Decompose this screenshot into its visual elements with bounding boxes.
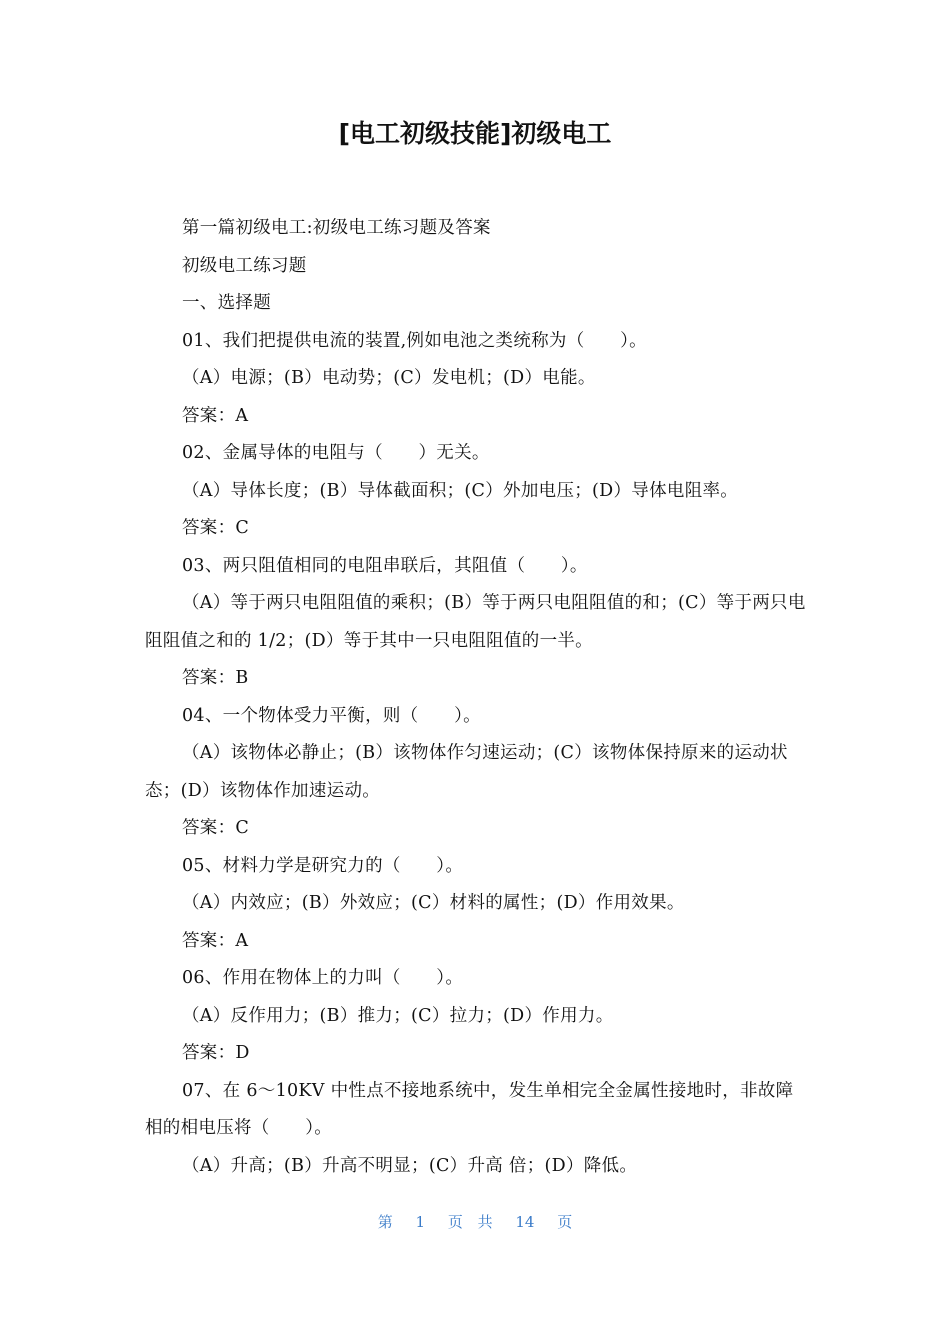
answer-01: 答案：A xyxy=(182,405,249,426)
question-01: 01、我们把提供电流的装置,例如电池之类统称为（ ）。 xyxy=(182,330,647,351)
footer-total-pages: 14 xyxy=(515,1213,535,1231)
question-02: 02、金属导体的电阻与（ ）无关。 xyxy=(182,443,490,463)
question-04: 04、一个物体受力平衡，则（ ）。 xyxy=(182,705,481,726)
options-07: （A）升高；(B）升高不明显；(C）升高 倍；(D）降低。 xyxy=(182,1155,638,1176)
footer-prefix: 第 xyxy=(377,1213,393,1231)
options-06: （A）反作用力；(B）推力；(C）拉力；(D）作用力。 xyxy=(182,1005,614,1026)
page-footer xyxy=(0,1210,950,1234)
answer-05: 答案：A xyxy=(182,930,249,951)
footer-page-number: 1 xyxy=(415,1213,426,1231)
options-02: （A）导体长度；(B）导体截面积；(C）外加电压；(D）导体电阻率。 xyxy=(182,480,739,501)
answer-02: 答案：C xyxy=(182,518,250,538)
options-01: （A）电源；(B）电动势；(C）发电机；(D）电能。 xyxy=(182,368,596,388)
question-05: 05、材料力学是研究力的（ ）。 xyxy=(182,855,464,876)
options-03: （A）等于两只电阻阻值的乘积；(B）等于两只电阻阻值的和；(C）等于两只电阻阻值之和的 1/2；(D）等于其中一只电阻阻值的一半。 xyxy=(145,593,806,651)
footer-middle: 页 共 xyxy=(447,1213,493,1231)
question-03: 03、两只阻值相同的电阻串联后，其阻值（ ）。 xyxy=(182,555,588,576)
footer-suffix: 页 xyxy=(557,1213,573,1231)
answer-03: 答案：B xyxy=(182,668,249,688)
document-body xyxy=(145,210,807,1185)
question-07: 07、在 6～10KV 中性点不接地系统中，发生单相完全金属性接地时，非故障相的相电压将（ ）。 xyxy=(145,1080,794,1138)
options-05: （A）内效应；(B）外效应；(C）材料的属性；(D）作用效果。 xyxy=(182,893,685,913)
question-type-heading: 一、选择题 xyxy=(182,293,271,313)
question-06: 06、作用在物体上的力叫（ ）。 xyxy=(182,968,464,988)
answer-06: 答案：D xyxy=(182,1043,250,1063)
answer-04: 答案：C xyxy=(182,818,250,838)
options-04: （A）该物体必静止；(B）该物体作匀速运动；(C）该物体保持原来的运动状态；(D）该物体作加速运动。 xyxy=(145,743,788,801)
subsection-heading: 初级电工练习题 xyxy=(182,255,307,276)
document-title: [电工初级技能]初级电工 xyxy=(338,119,612,148)
section-heading: 第一篇初级电工:初级电工练习题及答案 xyxy=(182,218,491,238)
